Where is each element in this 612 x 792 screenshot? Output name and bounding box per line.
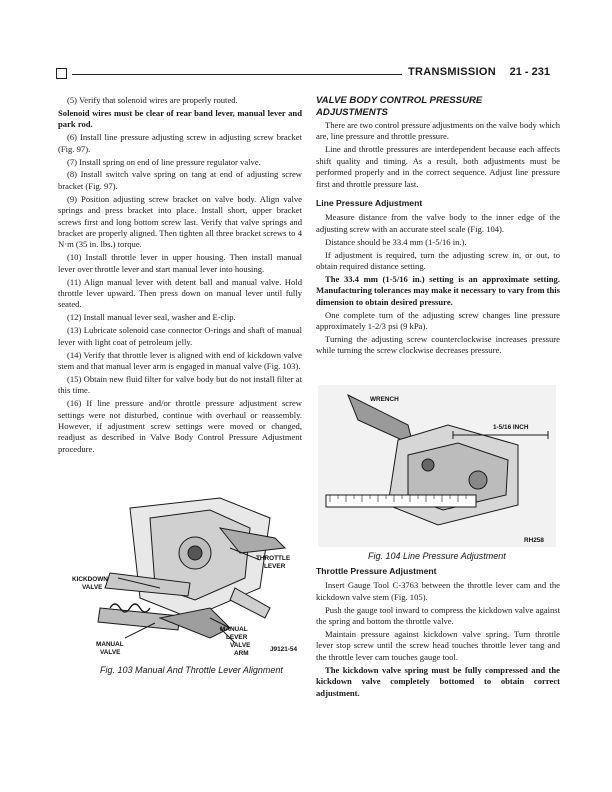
intro-1: There are two control pressure adjustments on the valve body which are, line pressure and throttle pressure.: [316, 120, 560, 142]
label-kickdown-2: VALVE: [82, 584, 103, 591]
step-13: (13) Lubricate solenoid case connector O-rings and shaft of manual lever with light coat of petroleum jelly.: [58, 325, 302, 347]
fig-103-caption: Fig. 103 Manual And Throttle Lever Alignment: [100, 665, 283, 675]
section-name: TRANSMISSION: [408, 66, 496, 78]
lp-5: One complete turn of the adjusting screw changes line pressure approximately 1-2/3 psi (9 kPa).: [316, 309, 560, 331]
step-9: (9) Position adjusting screw bracket on valve body. Align valve springs and press bracket into place. Install short, upper bracket screws first and long bottom screw last. Verify that valve springs and bracket are properly aligned. Then tighten all three bracket screws to 4 N·m (35 in. lbs.) torque.: [58, 193, 302, 250]
section-title-line-1: VALVE BODY CONTROL PRESSURE: [316, 95, 483, 106]
tp-2: Push the gauge tool inward to compress the kickdown valve against the spring and bottom the throttle valve.: [316, 604, 560, 627]
fig-103-illustration: [70, 488, 320, 663]
intro-2: Line and throttle pressures are interdependent because each affects shift quality and timing. As a result, both adjustments must be performed properly and in the correct sequence. Adjust line pressure first and throttle pressure last.: [316, 144, 560, 189]
step-15: (15) Obtain new fluid filter for valve body but do not install filter at this time.: [58, 373, 302, 396]
header-box-icon: [56, 68, 67, 79]
step-16: (16) If line pressure and/or throttle pressure adjustment screw settings were not disturbed, continue with overhaul or reassembly. However, if adjustment screw settings were moved or changed, readjust as described in Valve Body Control Pressure Adjustment procedure.: [58, 398, 302, 454]
label-dimension: 1-5/16 INCH: [493, 424, 529, 431]
line-pressure-heading: Line Pressure Adjustment: [316, 197, 423, 208]
left-column: [58, 95, 302, 457]
fig-104-caption: Fig. 104 Line Pressure Adjustment: [368, 551, 506, 561]
label-manual-lever-1: MANUAL: [220, 626, 248, 633]
label-manual-valve-1: MANUAL: [96, 641, 124, 648]
step-11: (11) Align manual lever with detent ball and manual valve. Hold throttle lever upward. Then press down on manual lever until fully seated.: [58, 276, 302, 310]
header-rule: [72, 74, 402, 75]
step-6: (6) Install line pressure adjusting screw in adjusting screw bracket (Fig. 97).: [58, 132, 302, 154]
fig-104-illustration: [318, 385, 556, 547]
label-valve-arm-2: ARM: [234, 650, 249, 657]
lp-6: Turning the adjusting screw counterclockwise increases pressure while turning the screw clockwise decreases pressure.: [316, 333, 560, 356]
tp-3: Maintain pressure against kickdown valve spring. Turn throttle lever stop screw until the screw head touches throttle lever tang and the throttle lever cam touches gauge tool.: [316, 629, 560, 662]
throttle-pressure-heading: Throttle Pressure Adjustment: [316, 566, 437, 576]
label-manual-valve-2: VALVE: [100, 649, 121, 656]
lp-4: The 33.4 mm (1-5/16 in.) setting is an approximate setting. Manufacturing tolerances may make it necessary to vary from this dimension to obtain desired pressure.: [316, 273, 561, 307]
lp-1: Measure distance from the valve body to the inner edge of the adjusting screw with an accurate steel scale (Fig. 104).: [316, 212, 560, 234]
label-wrench: WRENCH: [370, 396, 399, 403]
lp-3: If adjustment is required, turn the adjusting screw in, or out, to obtain required distance setting.: [316, 249, 560, 271]
tp-4: The kickdown valve spring must be fully compressed and the kickdown valve completely bottomed to obtain correct adjustment.: [316, 664, 560, 698]
label-kickdown-1: KICKDOWN: [72, 576, 108, 583]
step-7: (7) Install spring on end of line pressure regulator valve.: [67, 156, 261, 167]
label-throttle-1: THROTTLE: [256, 555, 291, 562]
throttle-pressure-section: [316, 566, 560, 700]
step-10: (10) Install throttle lever in upper housing. Then install manual lever over throttle lever and start manual lever into housing.: [58, 252, 302, 274]
figure-code-103: J9121-54: [270, 646, 298, 653]
page-header: [56, 66, 550, 84]
step-14: (14) Verify that throttle lever is aligned with end of kickdown valve stem and that manual lever arm is engaged in manual valve (Fig. 103).: [58, 349, 302, 371]
step-5: (5) Verify that solenoid wires are properly routed.: [67, 95, 238, 105]
tp-1: Insert Gauge Tool C-3763 between the throttle lever cam and the kickdown valve stem (Fig. 105).: [316, 580, 560, 602]
right-column: [316, 95, 560, 358]
step-8: (8) Install switch valve spring on tang at end of adjusting screw bracket (Fig. 97).: [58, 169, 302, 191]
step-12: (12) Install manual lever seal, washer and E-clip.: [67, 312, 236, 323]
figure-code-104: RH258: [524, 537, 544, 544]
step-5-warning: Solenoid wires must be clear of rear band lever, manual lever and park rod.: [58, 107, 302, 130]
lp-2: Distance should be 33.4 mm (1-5/16 in.).: [325, 236, 467, 247]
label-manual-lever-2: LEVER: [226, 634, 248, 641]
page-number: 21 - 231: [509, 66, 550, 78]
label-valve-arm-1: VALVE: [230, 642, 251, 649]
label-throttle-2: LEVER: [264, 563, 286, 570]
section-title-line-2: ADJUSTMENTS: [316, 106, 388, 118]
